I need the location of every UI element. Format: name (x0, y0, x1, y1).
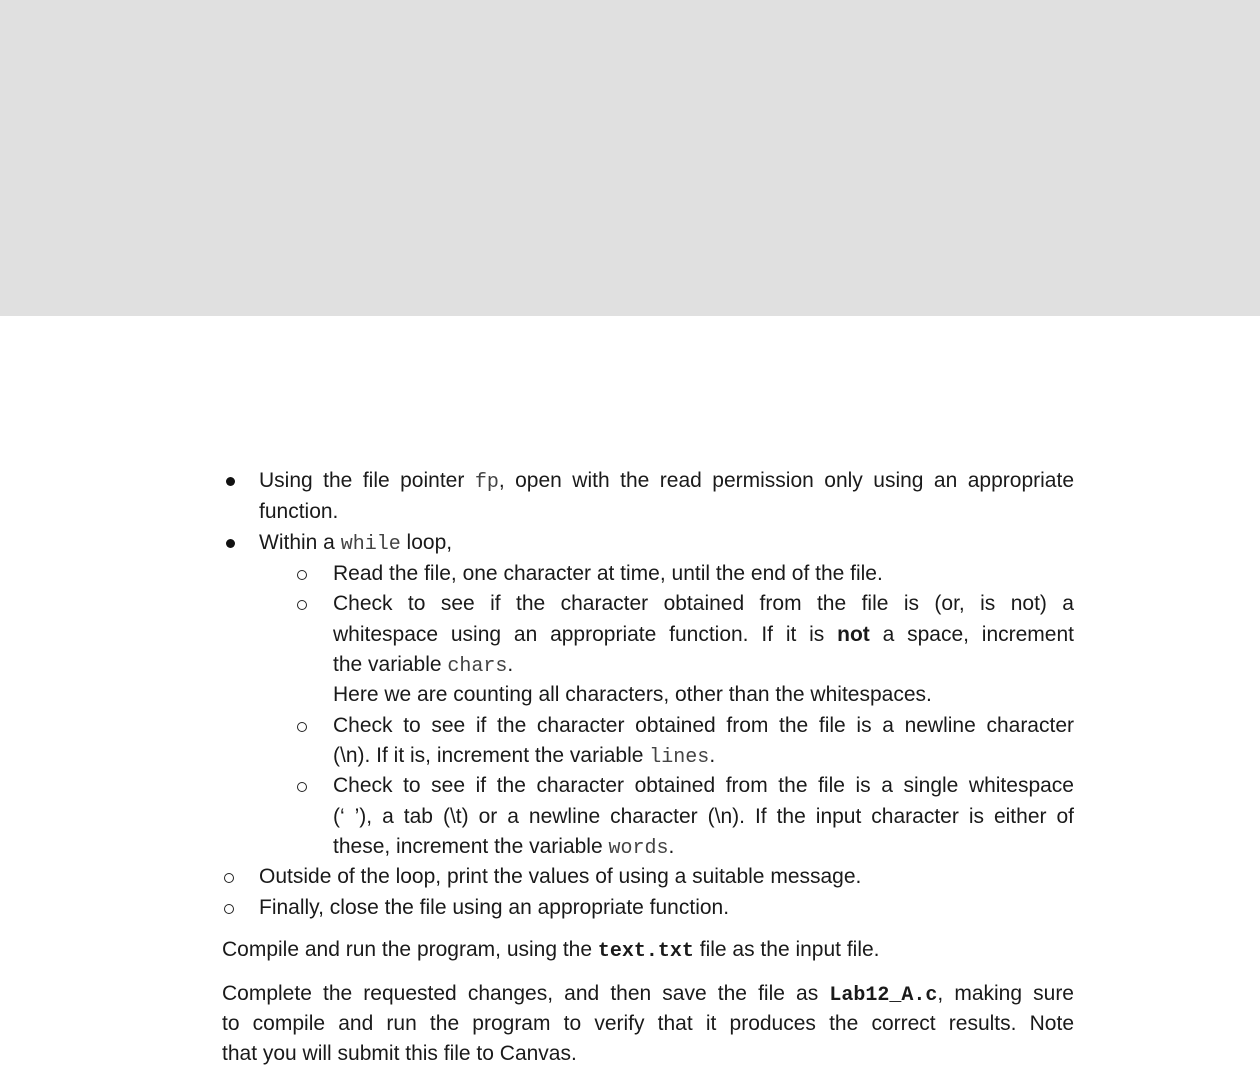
sub-bullet-marker (297, 600, 307, 610)
sub-item-words-line2: (‘ ’), a tab (\t) or a newline character (\n). If the input character is either of (333, 805, 1074, 828)
sub-bullet-marker (224, 904, 234, 914)
sub-item-newline-line2: (\n). If it is, increment the variable lines. (333, 744, 716, 769)
sub-item-whitespace-line1: Check to see if the character obtained from the file is (or, is not) a (333, 592, 1074, 615)
sub-bullet-marker (224, 873, 234, 883)
sub-item-whitespace-line2: whitespace using an appropriate function. If it is not a space, increment (333, 623, 1074, 646)
sub-item-words-line1: Check to see if the character obtained from the file is a single whitespace (333, 774, 1074, 797)
code-while: while (340, 533, 401, 556)
bullet-item-while-loop: Within a while loop, (259, 531, 453, 556)
sub-item-read-file: Read the file, one character at time, until the end of the file. (333, 562, 883, 585)
paragraph-compile: Compile and run the program, using the text.txt file as the input file. (222, 938, 880, 963)
sub-item-words-line3: these, increment the variable words. (333, 835, 675, 860)
sub-bullet-marker (297, 570, 307, 580)
sub-item-whitespace-line3: the variable chars. (333, 653, 514, 678)
sub-bullet-marker (297, 782, 307, 792)
bullet-item-open-file-line1: Using the file pointer fp, open with the read permission only using an appropriate (259, 469, 1074, 494)
sub-item-whitespace-note: Here we are counting all characters, other than the whitespaces. (333, 683, 932, 706)
sub-item-newline-line1: Check to see if the character obtained from the file is a newline character (333, 714, 1074, 737)
item-close-file: Finally, close the file using an appropriate function. (259, 896, 730, 919)
code-lines: lines (649, 746, 710, 769)
code-fp: fp (474, 471, 499, 494)
code-lab12-file: Lab12_A.c (829, 984, 938, 1007)
paragraph-complete-line3: that you will submit this file to Canvas. (222, 1042, 577, 1065)
bullet-item-open-file-line2: function. (259, 500, 339, 523)
paragraph-complete-line2: to compile and run the program to verify that it produces the correct results. Note (222, 1012, 1074, 1035)
bullet-marker (226, 539, 235, 548)
paragraph-complete-line1: Complete the requested changes, and then save the file as Lab12_A.c, making sure (222, 982, 1074, 1007)
code-chars: chars (447, 655, 508, 678)
bullet-marker (226, 477, 235, 486)
code-words: words (608, 837, 669, 860)
code-text-txt: text.txt (597, 940, 694, 963)
item-print-values: Outside of the loop, print the values of using a suitable message. (259, 865, 862, 888)
sub-bullet-marker (297, 722, 307, 732)
